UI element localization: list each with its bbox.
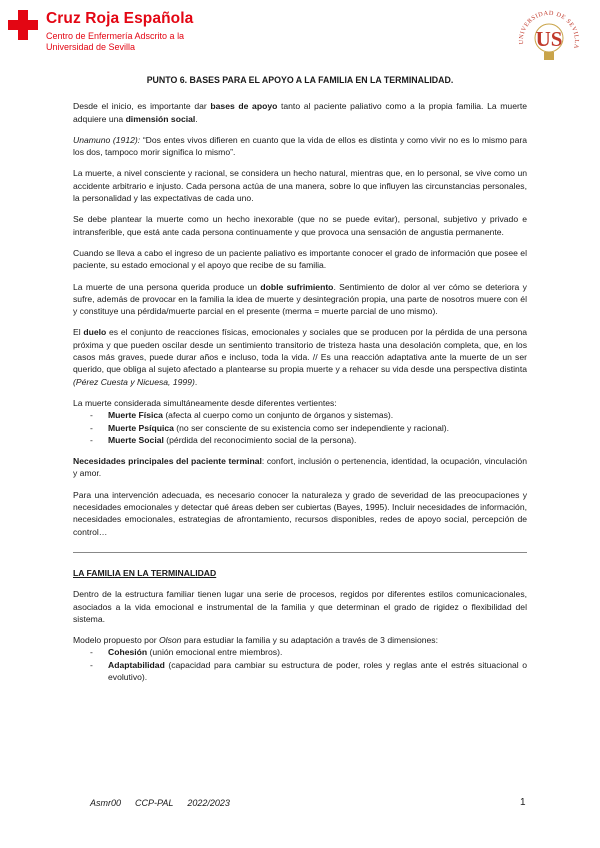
section-divider (73, 552, 527, 553)
footer-course: CCP-PAL (135, 798, 174, 808)
list-item: - Adaptabilidad (capacidad para cambiar su estructura de poder, roles y reglas ante el estrés situacional o evolutivo). (73, 659, 527, 684)
list-item: - Muerte Social (pérdida del reconocimiento social de la persona). (73, 434, 527, 446)
list-item: - Muerte Psíquica (no ser consciente de su existencia como ser independiente y racional). (73, 422, 527, 434)
paragraph-unamuno-quote: Unamuno (1912): “Dos entes vivos difieren en cuanto que la vida de ellos es distinta y como vivir no es lo mismo para los dos, tampoco morir significa lo mismo”. (73, 134, 527, 158)
document-body (73, 70, 527, 692)
paragraph-estructura-familiar: Dentro de la estructura familiar tienen lugar una serie de procesos, regidos por diferentes estilos comunicacionales, asociados a la vida emocional e instrumental de la familia y que determinan el grado de rigidez o flexibilidad del sistema. (73, 589, 527, 624)
list-dimensiones-olson (73, 646, 527, 683)
org-subtitle-line1: Centro de Enfermería Adscrito a la (46, 31, 185, 41)
paragraph-ingreso-paliativo: Cuando se lleva a cabo el ingreso de un paciente paliativo es importante conocer el grado de información que posee el paciente, su estado emocional y el apoyo que recibe de su familia. (73, 247, 527, 271)
paragraph-intervencion: Para una intervención adecuada, es necesario conocer la naturaleza y grado de severidad de las preocupaciones y necesidades emocionales y detectar qué áreas deben ser cubiertas (Bayes, 1995). Incluir necesidades de información, necesidades emocionales, estrategias de afrontamiento, recursos disponibles, redes de apoyo social, percepción de control… (73, 489, 527, 537)
paragraph-duelo: El duelo es el conjunto de reacciones físicas, emocionales y sociales que se producen por la pérdida de una persona próxima y que pueden oscilar desde un sentimiento transitorio de tristeza hasta una desolación completa, que, en los casos más graves, puede durar años e incluso, toda la vida. // Es una reacción adaptativa ante la muerte de un ser querido, que obliga al sujeto afectado a plantearse su propia muerte y a rehacer su vida desde una perspectiva distinta (Pérez Cuesta y Nicuesa, 1999). (73, 327, 528, 387)
paragraph-hecho-inexorable: Se debe plantear la muerte como un hecho inexorable (que no se puede evitar), personal, subjetivo y privado e intransferible, que está ante cada persona continuamente y que provoca una sensación de angustia permanente. (73, 214, 527, 237)
section-heading-familia: LA FAMILIA EN LA TERMINALIDAD (73, 567, 217, 578)
page-number: 1 (520, 797, 526, 808)
paragraph-doble-sufrimiento: La muerte de una persona querida produce un doble sufrimiento. Sentimiento de dolor al ver cómo se deteriora y sufre, además de provocar en la familia la idea de muerte y desintegración propia, una parte de nosotros muere con él y constituye una pérdida/muerte parcial en el presente (merma = muerte parcial de uno mismo). (73, 281, 527, 317)
page-title: PUNTO 6. BASES PARA EL APOYO A LA FAMILIA EN LA TERMINALIDAD. (146, 75, 454, 85)
page-header (0, 0, 600, 70)
seal-text: UNIVERSIDAD DE SEVILLA (517, 9, 581, 50)
list-item: - Cohesión (unión emocional entre miembros). (73, 646, 527, 658)
paragraph-bases-apoyo: Desde el inicio, es importante dar bases de apoyo tanto al paciente paliativo como a la propia familia. La muerte adquiere una dimensión social. (73, 101, 528, 124)
page-footer (90, 798, 244, 808)
paragraph-modelo-olson: Modelo propuesto por Olson para estudiar la familia y su adaptación a través de 3 dimensiones: (73, 635, 438, 646)
seal-letters: US (535, 27, 563, 51)
footer-year: 2022/2023 (187, 798, 230, 808)
org-subtitle-line2: Universidad de Sevilla (46, 42, 136, 52)
footer-author: Asmr00 (90, 798, 122, 808)
list-tipos-muerte (73, 409, 527, 446)
red-cross-logo-icon (8, 10, 38, 40)
paragraph-necesidades: Necesidades principales del paciente terminal: confort, inclusión o pertenencia, identidad, la ocupación, vinculación y amor. (73, 456, 527, 479)
paragraph-muerte-natural: La muerte, a nivel consciente y racional, se considera un hecho natural, mientras que, en lo personal, se vive como un accidente arbitrario e injusto. Cada persona actúa de una manera, sobre lo que influyen las circunstancias personales, la personalidad y las expectativas de cada uno. (73, 168, 527, 204)
university-seal-icon (514, 4, 584, 66)
org-subtitle (46, 31, 184, 53)
org-name: Cruz Roja Española (46, 10, 194, 27)
list-item: - Muerte Física (afecta al cuerpo como un conjunto de órganos y sistemas). (73, 409, 527, 421)
paragraph-vertientes-intro: La muerte considerada simultáneamente desde diferentes vertientes: (73, 397, 337, 408)
